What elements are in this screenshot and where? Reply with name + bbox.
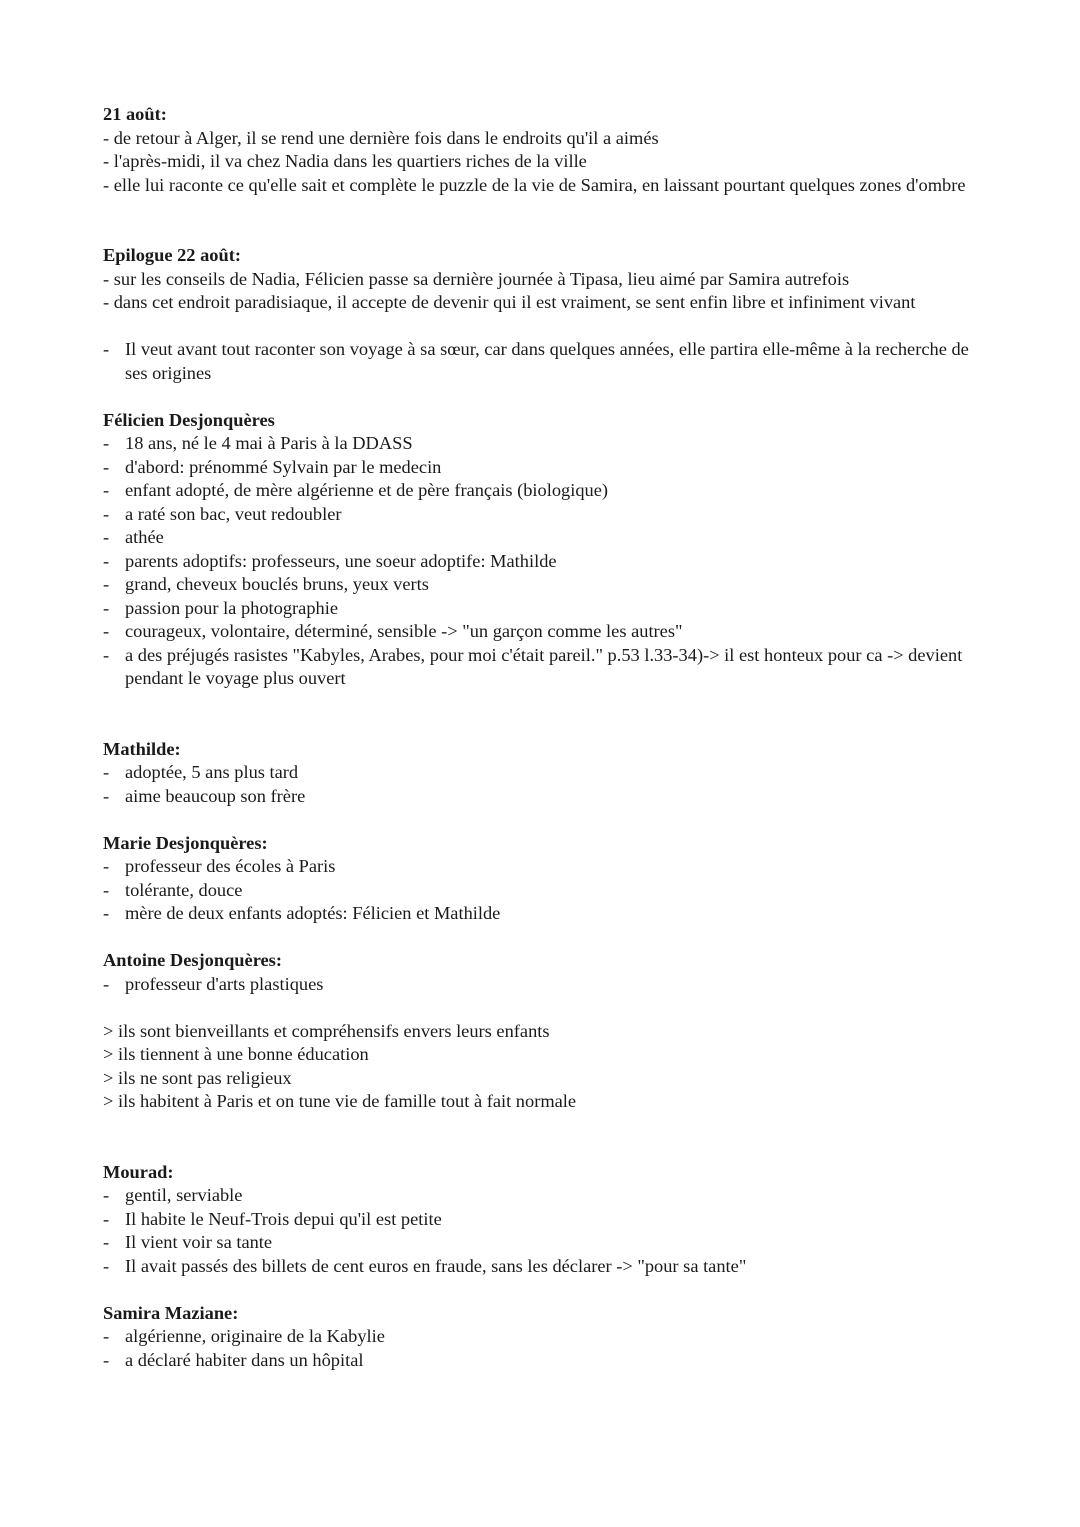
- section-samira: [103, 1302, 983, 1373]
- list-item: - algérienne, originaire de la Kabylie: [103, 1326, 385, 1346]
- section-title: Antoine Desjonquères:: [103, 950, 282, 970]
- list-item: - athée: [103, 527, 164, 547]
- note-line: > ils ne sont pas religieux: [103, 1067, 292, 1088]
- note-line: > ils sont bienveillants et compréhensifs envers leurs enfants: [103, 1020, 550, 1041]
- list-item: - a raté son bac, veut redoubler: [103, 503, 342, 524]
- bullet-list: [103, 973, 983, 997]
- text-line: - dans cet endroit paradisiaque, il accepte de devenir qui il est vraiment, se sent enfin libre et infiniment vivant: [103, 292, 916, 312]
- list-item: - a déclaré habiter dans un hôpital: [103, 1349, 364, 1370]
- bullet-list: [103, 761, 983, 808]
- section-21-aout: [103, 103, 983, 197]
- section-epilogue: [103, 244, 983, 385]
- section-felicien: [103, 409, 983, 691]
- list-item: - grand, cheveux bouclés bruns, yeux verts: [103, 574, 429, 594]
- list-item: - passion pour la photographie: [103, 597, 338, 618]
- list-item: - courageux, volontaire, déterminé, sensible -> "un garçon comme les autres": [103, 621, 683, 641]
- list-item: - aime beaucoup son frère: [103, 785, 306, 806]
- list-item: - Il veut avant tout raconter son voyage à sa sœur, car dans quelques années, elle partira elle-même à la recherche de ses origines: [103, 339, 969, 383]
- section-mourad: [103, 1161, 983, 1279]
- list-item: - Il avait passés des billets de cent euros en fraude, sans les déclarer -> "pour sa tante": [103, 1255, 747, 1276]
- section-title: Félicien Desjonquères: [103, 409, 275, 430]
- section-marie: [103, 832, 983, 926]
- note-line: > ils habitent à Paris et on tune vie de famille tout à fait normale: [103, 1091, 577, 1111]
- bullet-list: [103, 338, 983, 385]
- bullet-list: [103, 1325, 983, 1372]
- document-content: [103, 103, 983, 1372]
- list-item: - a des préjugés rasistes "Kabyles, Arabes, pour moi c'était pareil." p.53 l.33-34)-> il est honteux pour ca -> devient pendant le voyage plus ouvert: [103, 644, 963, 688]
- section-title: Mourad:: [103, 1161, 174, 1182]
- list-item: - mère de deux enfants adoptés: Félicien et Mathilde: [103, 903, 501, 923]
- bullet-list: [103, 855, 983, 926]
- list-item: - d'abord: prénommé Sylvain par le medecin: [103, 456, 442, 477]
- list-item: - professeur des écoles à Paris: [103, 856, 336, 876]
- note-line: > ils tiennent à une bonne éducation: [103, 1044, 369, 1064]
- list-item: - professeur d'arts plastiques: [103, 973, 324, 994]
- text-line: - sur les conseils de Nadia, Félicien passe sa dernière journée à Tipasa, lieu aimé par Samira autrefois: [103, 268, 850, 289]
- section-mathilde: [103, 738, 983, 809]
- list-item: - 18 ans, né le 4 mai à Paris à la DDASS: [103, 433, 413, 453]
- section-title: Samira Maziane:: [103, 1302, 239, 1323]
- section-antoine: [103, 949, 983, 1114]
- list-item: - gentil, serviable: [103, 1185, 243, 1205]
- text-line: - l'après-midi, il va chez Nadia dans les quartiers riches de la ville: [103, 151, 587, 171]
- text-line: - elle lui raconte ce qu'elle sait et complète le puzzle de la vie de Samira, en laissant pourtant quelques zones d'ombre: [103, 174, 966, 195]
- list-item: - enfant adopté, de mère algérienne et de père français (biologique): [103, 480, 609, 500]
- bullet-list: [103, 1184, 983, 1278]
- section-title: 21 août:: [103, 104, 167, 124]
- list-item: - Il habite le Neuf-Trois depui qu'il est petite: [103, 1208, 442, 1229]
- bullet-list: [103, 432, 983, 691]
- section-title: Epilogue 22 août:: [103, 245, 241, 265]
- section-title: Marie Desjonquères:: [103, 832, 268, 853]
- section-title: Mathilde:: [103, 738, 181, 759]
- list-item: - parents adoptifs: professeurs, une soeur adoptife: Mathilde: [103, 550, 557, 571]
- text-line: - de retour à Alger, il se rend une dernière fois dans le endroits qu'il a aimés: [103, 127, 659, 148]
- list-item: - Il vient voir sa tante: [103, 1232, 273, 1252]
- list-item: - adoptée, 5 ans plus tard: [103, 762, 299, 782]
- list-item: - tolérante, douce: [103, 879, 243, 900]
